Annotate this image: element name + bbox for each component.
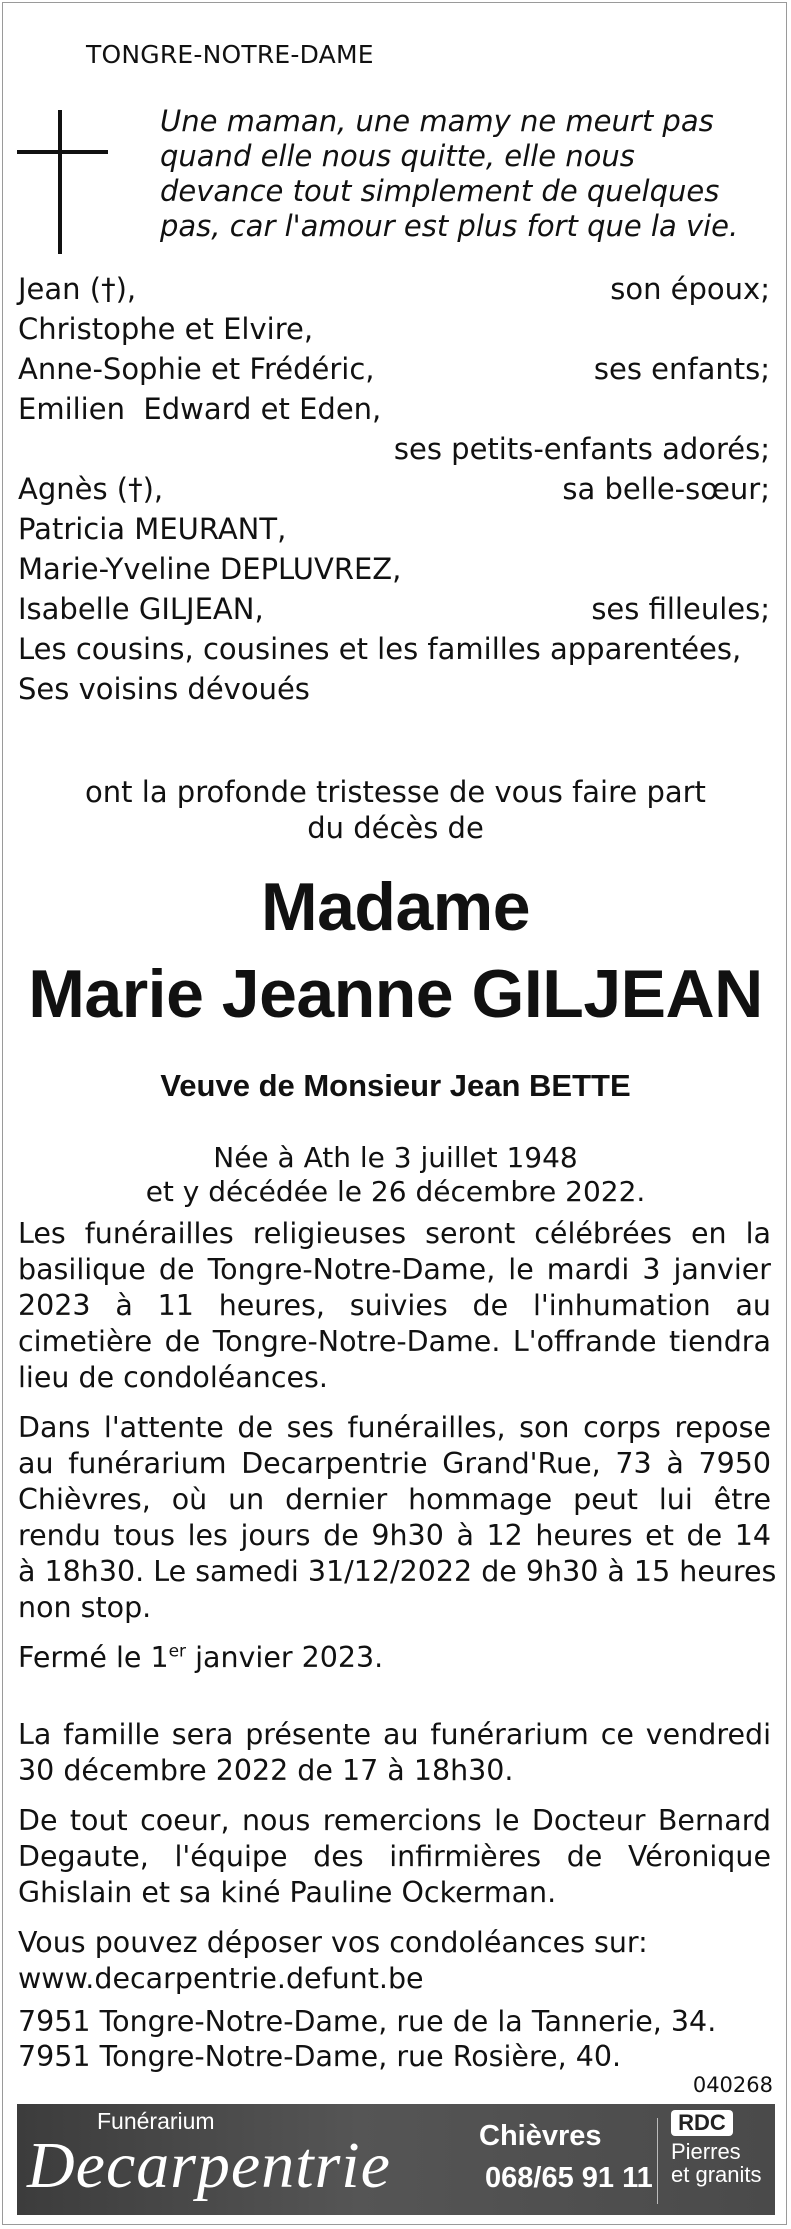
family-row	[18, 672, 770, 712]
death-date: et y décédée le 26 décembre 2022.	[145, 1175, 646, 1208]
text-line: Vous pouvez déposer vos condoléances sur:	[18, 1926, 648, 1959]
family-name: Anne-Sophie et Frédéric,	[18, 352, 375, 386]
funeral-paragraph	[18, 1216, 771, 1396]
banner-granits: et granits	[671, 2162, 762, 2187]
banner-city: Chièvres	[479, 2120, 602, 2152]
text-line: 2023 à 11 heures, suivies de l'inhumation au	[18, 1289, 771, 1322]
family-row	[18, 312, 770, 352]
family-name: Patricia MEURANT,	[18, 512, 287, 546]
banner-funerarium: Funérarium	[97, 2108, 215, 2134]
family-row	[18, 472, 770, 512]
family-relation: ses enfants;	[593, 352, 770, 386]
family-relation: ses filleules;	[591, 592, 770, 626]
rest-paragraph	[18, 1410, 777, 1626]
text-line: La famille sera présente au funérarium ce vendredi	[18, 1718, 771, 1751]
condolences-link[interactable]: www.decarpentrie.defunt.be	[18, 1962, 424, 1995]
family-row	[18, 352, 770, 392]
family-row	[18, 552, 770, 592]
address-line: 7951 Tongre-Notre-Dame, rue Rosière, 40.	[18, 2040, 622, 2073]
banner-logo-text: Decarpentrie	[27, 2129, 391, 2202]
text-line	[18, 1640, 771, 1676]
text-line: à 18h30. Le samedi 31/12/2022 de 9h30 à 15 heures	[18, 1555, 777, 1588]
announcement-line: ont la profonde tristesse de vous faire part	[85, 775, 706, 809]
family-name: Les cousins, cousines et les familles apparentées,	[18, 632, 742, 666]
funeral-home-banner	[17, 2104, 775, 2215]
banner-phone: 068/65 91 11	[485, 2162, 653, 2194]
address-line: 7951 Tongre-Notre-Dame, rue de la Tannerie, 34.	[18, 2005, 717, 2038]
text-line: Les funérailles religieuses seront célébrées en la	[18, 1217, 771, 1250]
banner-stones	[671, 2140, 762, 2186]
text-line: Degaute, l'équipe des infirmières de Véronique	[18, 1840, 771, 1873]
text-line: Dans l'attente de ses funérailles, son corps repose	[18, 1411, 771, 1444]
rdc-logo: RDC	[671, 2110, 733, 2136]
family-row	[18, 632, 770, 672]
closed-sup: er	[168, 1641, 187, 1662]
family-row	[18, 512, 770, 552]
quote-line: devance tout simplement de quelques	[160, 174, 720, 208]
family-relation: ses petits-enfants adorés;	[393, 432, 770, 466]
banner-pierres: Pierres	[671, 2139, 741, 2164]
family-row	[18, 392, 770, 432]
condolences-paragraph	[18, 1925, 771, 1997]
text-line: 30 décembre 2022 de 17 à 18h30.	[18, 1754, 514, 1787]
deceased-name: Marie Jeanne GILJEAN	[28, 956, 763, 1032]
family-name: Christophe et Elvire,	[18, 312, 314, 346]
closed-suffix: janvier 2023.	[186, 1641, 384, 1674]
quote-line: quand elle nous quitte, elle nous	[160, 139, 635, 173]
family-name: Isabelle GILJEAN,	[18, 592, 264, 626]
family-row	[18, 592, 770, 632]
text-line: De tout coeur, nous remercions le Docteur Bernard	[18, 1804, 771, 1837]
quote-line: Une maman, une mamy ne meurt pas	[160, 104, 714, 138]
deceased-title: Madame	[260, 869, 531, 945]
thanks-paragraph	[18, 1803, 771, 1911]
cross-icon	[58, 110, 62, 254]
text-line: Ghislain et sa kiné Pauline Ockerman.	[18, 1876, 557, 1909]
family-present-paragraph	[18, 1717, 771, 1789]
text-line: Chièvres, où un dernier hommage peut lui être	[18, 1483, 771, 1516]
banner-divider	[657, 2118, 658, 2204]
family-list	[18, 272, 770, 712]
quote-line: pas, car l'amour est plus fort que la vie.	[160, 209, 739, 243]
memorial-quote	[160, 104, 770, 244]
closed-prefix: Fermé le 1	[18, 1641, 169, 1674]
text-line: basilique de Tongre-Notre-Dame, le mardi 3 janvier	[18, 1253, 771, 1286]
family-row	[18, 432, 770, 472]
closed-paragraph	[18, 1640, 771, 1676]
widow-of: Veuve de Monsieur Jean BETTE	[160, 1068, 631, 1103]
text-line: lieu de condoléances.	[18, 1361, 328, 1394]
text-line: non stop.	[18, 1591, 152, 1624]
text-line: cimetière de Tongre-Notre-Dame. L'offrande tiendra	[18, 1325, 771, 1358]
family-name: Agnès (†),	[18, 472, 164, 506]
announcement-line: du décès de	[307, 811, 484, 845]
family-name: Marie-Yveline DEPLUVREZ,	[18, 552, 402, 586]
family-relation: sa belle-sœur;	[562, 472, 770, 506]
text-line: au funérarium Decarpentrie Grand'Rue, 73 à 7950	[18, 1447, 771, 1480]
text-line: rendu tous les jours de 9h30 à 12 heures et de 14	[18, 1519, 771, 1552]
reference-number: 040268	[692, 2073, 773, 2097]
birth-date: Née à Ath le 3 juillet 1948	[213, 1141, 578, 1174]
family-name: Jean (†),	[18, 272, 137, 306]
family-name: Emilien Edward et Eden,	[18, 392, 382, 426]
cross-icon-bar	[17, 150, 108, 154]
family-relation: son époux;	[610, 272, 770, 306]
family-name: Ses voisins dévoués	[18, 672, 310, 706]
locality-heading: TONGRE-NOTRE-DAME	[86, 40, 374, 69]
family-row	[18, 272, 770, 312]
